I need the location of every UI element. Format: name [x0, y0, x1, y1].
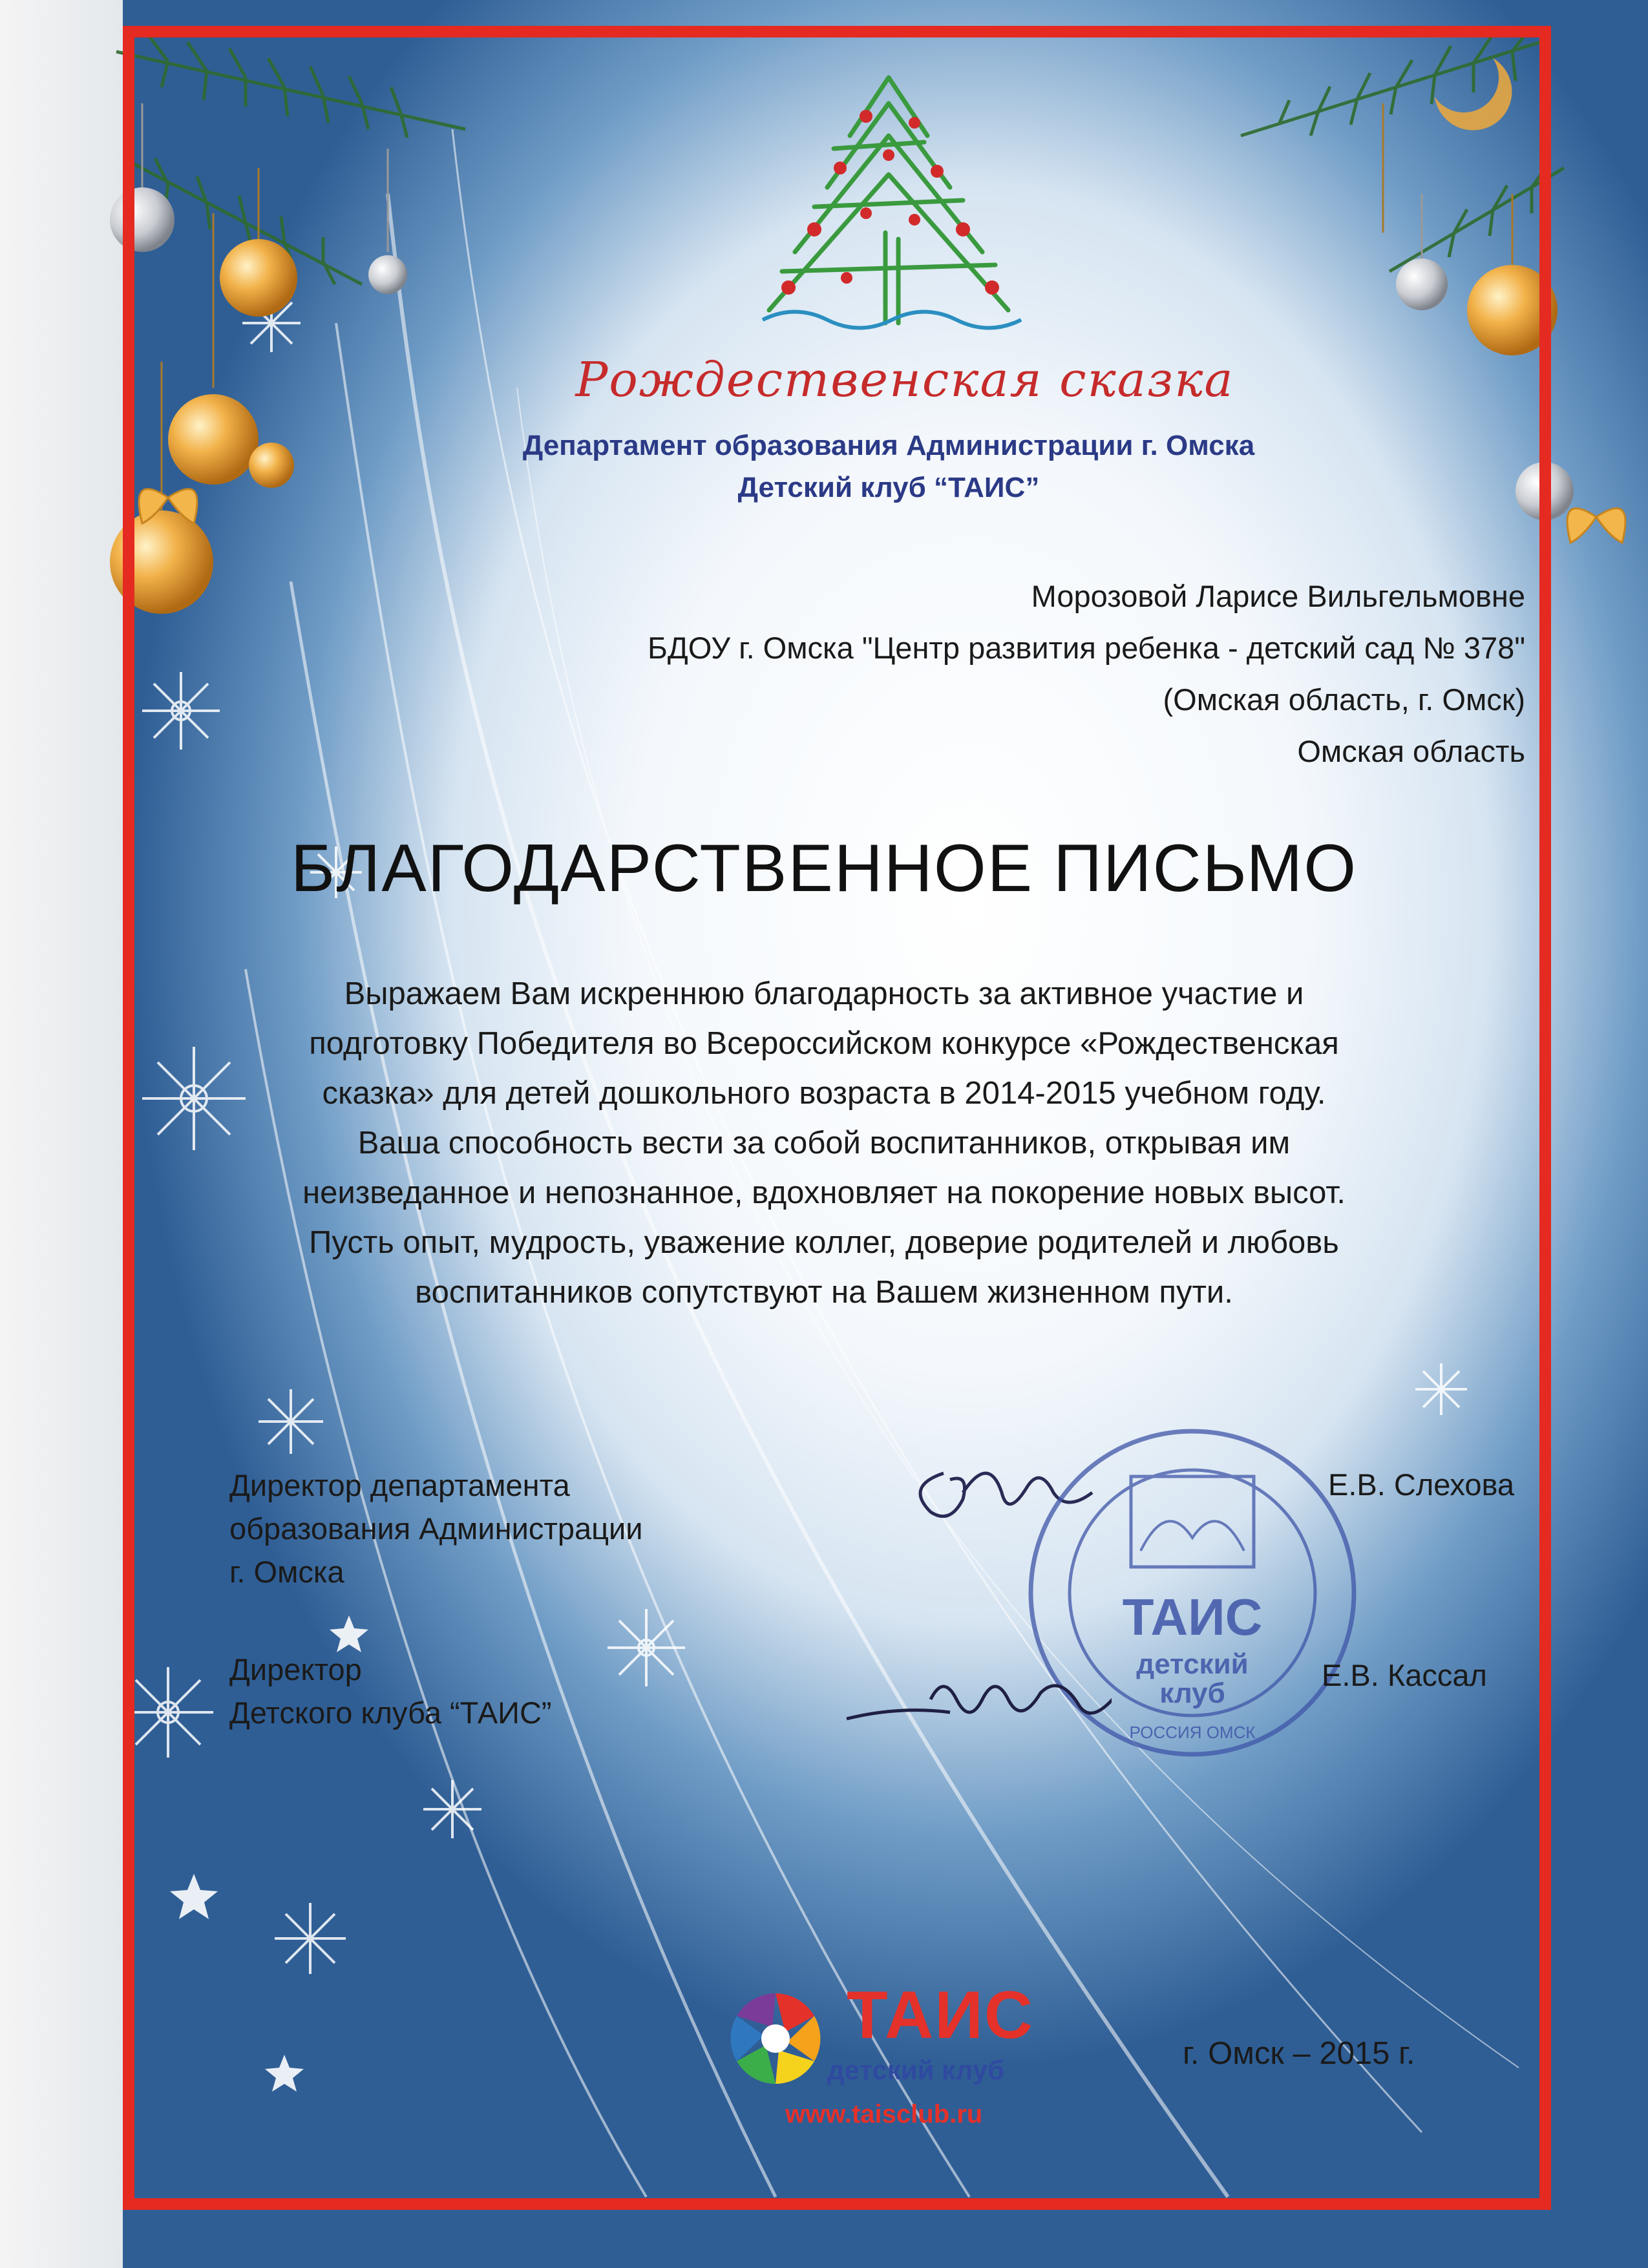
role-line: Детского клуба “ТАИС” [229, 1696, 552, 1730]
script-title: Рождественская сказка [575, 352, 1234, 408]
document-title: БЛАГОДАРСТВЕННОЕ ПИСЬМО [290, 831, 1358, 906]
body-line: воспитанников сопутствуют на Вашем жизненном пути. [415, 1275, 1233, 1310]
red-frame-border [123, 26, 1551, 2210]
org-line-department: Департамент образования Администрации г. Омска [522, 430, 1255, 461]
recipient-institution: БДОУ г. Омска "Центр развития ребенка - детский сад № 378" [648, 631, 1525, 665]
signatory-name-kassal: Е.В. Кассал [1322, 1658, 1487, 1692]
role-line: Директор департамента [229, 1468, 570, 1502]
tais-website-link[interactable]: www.taisclub.ru [785, 2100, 983, 2128]
role-line: Директор [229, 1652, 362, 1686]
stamp-bottom: РОССИЯ ОМСК [1129, 1723, 1256, 1742]
body-line: сказка» для детей дошкольного возраста в 2014-2015 учебном году. [322, 1076, 1326, 1111]
recipient-region: Омская область [1297, 734, 1525, 768]
recipient-location: (Омская область, г. Омск) [1163, 682, 1525, 717]
body-line: Выражаем Вам искреннюю благодарность за активное участие и [344, 976, 1304, 1011]
body-line: Пусть опыт, мудрость, уважение коллег, доверие родителей и любовь [309, 1225, 1339, 1260]
tais-logo-name: ТАИС [847, 1978, 1034, 2053]
body-line: Ваша способность вести за собой воспитанников, открывая им [357, 1126, 1291, 1160]
city-year: г. Омск – 2015 г. [1183, 2036, 1415, 2071]
role-line: образования Администрации [229, 1511, 643, 1546]
role-line: г. Омска [229, 1555, 344, 1589]
stamp-name: ТАИС [1122, 1588, 1263, 1646]
org-line-club: Детский клуб “ТАИС” [737, 472, 1040, 503]
tais-logo-subtitle: детский клуб [827, 2055, 1005, 2085]
stamp-sub1: детский [1136, 1648, 1249, 1680]
stamp-sub2: клуб [1159, 1677, 1225, 1709]
body-line: подготовку Победителя во Всероссийском конкурсе «Рождественская [309, 1026, 1339, 1061]
recipient-name: Морозовой Ларисе Вильгельмовне [1031, 579, 1525, 613]
signatory-name-slekhova: Е.В. Слехова [1328, 1467, 1515, 1502]
body-line: неизведанное и непознанное, вдохновляет на покорение новых высот. [302, 1175, 1346, 1210]
